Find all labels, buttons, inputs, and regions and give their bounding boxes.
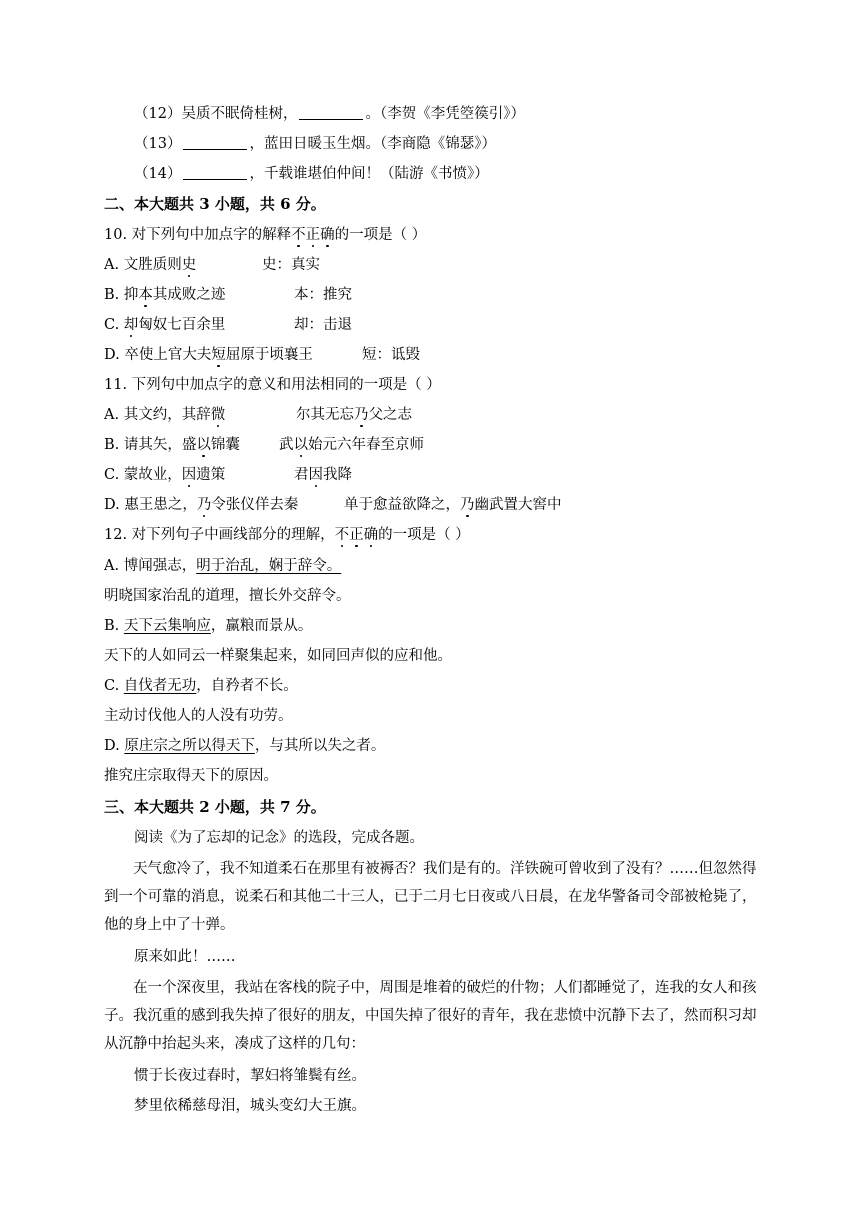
dotted-char: 却 [123,317,139,333]
item-number: （14） [134,166,182,182]
poem-verse-2: 梦里依稀慈母泪，城头变幻大王旗。 [134,1098,366,1114]
question-10-stem [104,225,426,245]
question-12-answer-b: 天下的人如同云一样聚集起来，如同回声似的应和他。 [104,648,452,664]
compare-text: 父之志 [368,407,412,423]
dotted-char: 乃 [354,407,369,423]
option-text: 其文约，其辞 [123,407,211,423]
option-text: 蒙故业， [123,467,182,483]
dotted-char: 正 [305,227,321,243]
option-label: A. [104,407,124,423]
dotted-char: 史 [181,257,197,273]
poem-source: 。（李贺《李凭箜篌引》） [365,106,525,122]
option-text: 屈原于顷襄王 [225,347,313,363]
compare-text: 始元六年春至京师 [308,437,424,453]
dotted-char: 因 [308,467,323,483]
passage-text: 天气愈冷了，我不知道柔石在那里有被褥否？我们是有的。洋铁碗可曾收到了没有？ [133,861,670,877]
ellipsis: …… [669,861,699,877]
option-explanation: 短：诋毁 [362,347,420,363]
question-12-answer-c: 主动讨伐他人的人没有功劳。 [104,708,293,724]
option-text: 惠王患之， [124,497,197,513]
item-number: （12） [134,106,182,122]
dotted-char: 以 [196,437,211,453]
option-label: C. [104,467,124,483]
option-label: D. [104,497,125,513]
option-text: ，与其所以失之者。 [254,738,386,754]
dotted-char: 确 [320,227,335,243]
option-text: 文胜质则 [123,257,182,273]
option-explanation: 却：击退 [294,317,352,333]
dotted-char: 乃 [460,497,475,513]
compare-text: 我降 [323,467,352,483]
option-text: 锦囊 [210,437,240,453]
question-10-option-c [104,315,352,335]
question-12-option-c [104,676,298,696]
underlined-text: 自伐者无功 [123,678,197,694]
option-text: 卒使上官大夫 [124,347,212,363]
compare-text: 尔其无忘 [296,407,354,423]
stem-text: 12. 对下列句子中画线部分的理解， [104,527,335,543]
question-10-option-b [104,285,352,305]
option-explanation: 史：真实 [262,257,320,273]
option-label: A. [104,257,124,273]
question-11-option-b [104,435,424,455]
option-compare [279,435,424,455]
option-label: B. [104,287,124,303]
stem-text: 的一项是（ ） [334,227,427,243]
question-11-option-a [104,405,412,425]
poem-line-12 [134,104,525,124]
dotted-char: 不 [334,527,350,543]
option-label: C. [104,678,124,694]
option-text: 令张仪佯去秦 [211,497,299,513]
poem-text: 吴质不眠倚桂树， [181,106,298,122]
question-12-option-a [104,556,341,576]
question-10-option-a [104,255,320,275]
option-explanation: 本：推究 [294,287,352,303]
dotted-char: 确 [363,527,379,543]
option-text: 抑 [123,287,139,303]
dotted-char: 因 [181,467,197,483]
option-label: A. [104,558,124,574]
option-text: 遗策 [196,467,226,483]
blank-field[interactable] [183,135,247,150]
compare-text: 幽武置大窖中 [474,497,562,513]
question-11-option-d [104,495,562,515]
option-compare [344,495,562,515]
option-compare [294,465,352,485]
option-text: 其成败之迹 [152,287,226,303]
option-label: C. [104,317,124,333]
option-compare [296,405,412,425]
dotted-char: 短 [211,347,226,363]
option-text: 博闻强志， [123,558,197,574]
poem-verse-1: 惯于长夜过春时，挈妇将雏鬓有丝。 [134,1068,366,1084]
passage-text: 但忽然得到一个可靠的消息，说柔石和其他二十三人，已于二月七日夜或八日晨，在龙华警备司令部被枪毙了，他的身上中了十弹。 [104,861,757,933]
dotted-char: 以 [293,437,308,453]
question-11-option-c [104,465,352,485]
question-12-answer-a: 明晓国家治乱的道理，擅长外交辞令。 [104,588,351,604]
option-text: ，自矜者不长。 [196,678,298,694]
dotted-char: 微 [210,407,226,423]
question-12-stem [104,525,470,545]
compare-text: 单于愈益欲降之， [344,497,460,513]
dotted-char: 正 [349,527,364,543]
compare-text: 武 [279,437,294,453]
question-12-option-d [104,736,385,756]
dotted-char: 本 [138,287,153,303]
passage-paragraph-1 [104,855,764,939]
section-heading: 三、本大题共 2 小题，共 7 分。 [104,798,326,816]
passage-paragraph-3: 在一个深夜里，我站在客栈的院子中，周围是堆着的破烂的什物；人们都睡觉了，连我的女人和孩子。我沉重的感到我失掉了很好的朋友，中国失掉了很好的青年，我在悲愤中沉静下去了，然而积习却从沉静中抬起头来，凑成了这样的几句： [104,980,757,1052]
reading-intro: 阅读《为了忘却的记念》的选段，完成各题。 [134,830,424,846]
option-label: D. [104,738,125,754]
option-text: ，赢粮而景从。 [210,618,313,634]
blank-field[interactable] [299,105,363,120]
passage-paragraph-2: 原来如此！…… [134,949,236,965]
stem-text: 的一项是（ ） [378,527,470,543]
underlined-text: 明于治乱，娴于辞令。 [196,558,342,574]
section-heading: 二、本大题共 3 小题，共 6 分。 [104,195,326,213]
compare-text: 君 [294,467,309,483]
stem-text: 10. 对下列句中加点字的解释 [104,227,292,243]
poem-source: ，千载谁堪伯仲间！（陆游《书愤》） [249,166,489,182]
question-12-option-b [104,616,312,636]
question-10-option-d [104,345,420,365]
poem-line-14 [134,164,489,184]
option-text: 请其矢，盛 [123,437,197,453]
poem-line-13 [134,134,496,154]
dotted-char: 不 [291,227,306,243]
option-label: D. [104,347,125,363]
option-label: B. [104,618,124,634]
option-label: B. [104,437,124,453]
underlined-text: 天下云集响应 [123,618,211,634]
question-12-answer-d: 推究庄宗取得天下的原因。 [104,768,278,784]
poem-source: ，蓝田日暖玉生烟。（李商隐《锦瑟》） [249,136,496,152]
underlined-text: 原庄宗之所以得天下 [124,738,255,754]
question-11-stem: 11. 下列句中加点字的意义和用法相同的一项是（ ） [104,377,441,393]
item-number: （13） [134,136,182,152]
dotted-char: 乃 [196,497,212,513]
blank-field[interactable] [183,165,247,180]
option-text: 匈奴七百余里 [138,317,226,333]
